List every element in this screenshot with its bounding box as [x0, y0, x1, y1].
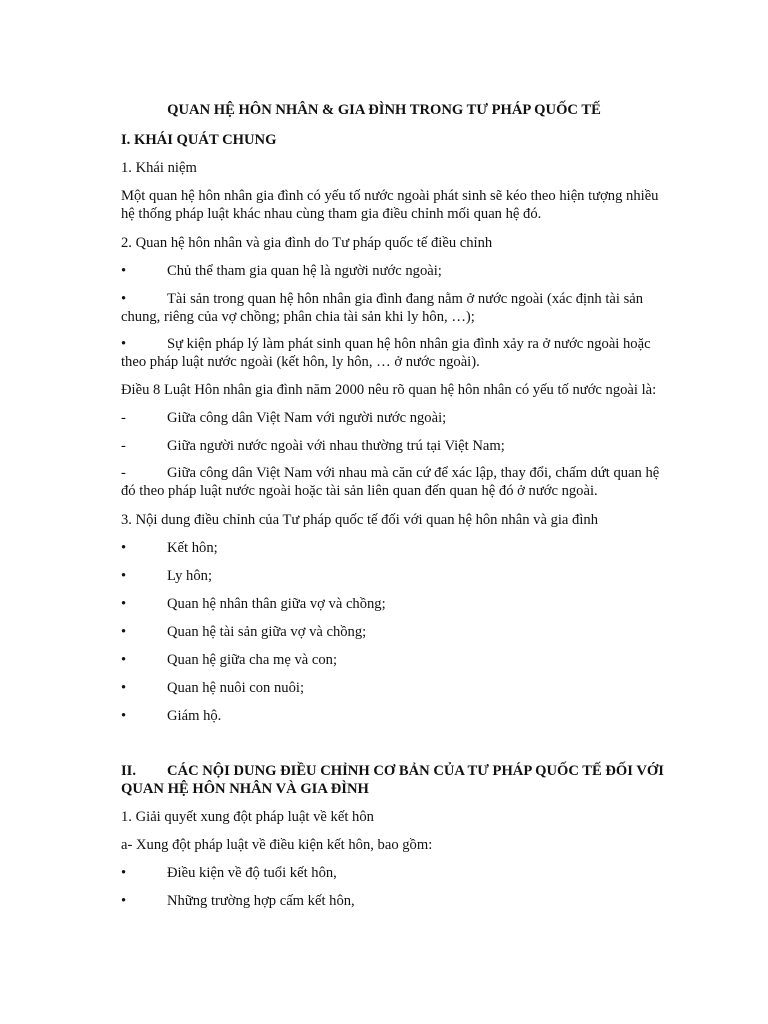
section-2-heading-line-2: QUAN HỆ HÔN NHÂN VÀ GIA ĐÌNH: [121, 781, 369, 797]
content-list-item: Kết hôn;: [167, 540, 218, 556]
s1-bullet-3-line-2: theo pháp luật nước ngoài (kết hôn, ly hôn, … ở nước ngoài).: [121, 354, 480, 370]
s1-dash-2: Giữa người nước ngoài với nhau thường trú tại Việt Nam;: [167, 438, 505, 454]
content-list-item: Quan hệ tài sản giữa vợ và chồng;: [167, 624, 367, 640]
s2-item-1: 1. Giải quyết xung đột pháp luật về kết hôn: [121, 809, 374, 825]
bullet-marker: •: [121, 652, 127, 668]
section-2-number: II.: [121, 763, 137, 779]
s1-item-2: 2. Quan hệ hôn nhân và gia đình do Tư pháp quốc tế điều chỉnh: [121, 235, 493, 251]
s1-para-1-line-2: hệ thống pháp luật khác nhau cùng tham gia điều chỉnh mối quan hệ đó.: [121, 206, 542, 222]
bullet-marker: •: [121, 568, 127, 584]
s1-bullet-3-line-1: Sự kiện pháp lý làm phát sinh quan hệ hôn nhân gia đình xảy ra ở nước ngoài hoặc: [167, 336, 651, 352]
content-list-item: Quan hệ nhân thân giữa vợ và chồng;: [167, 596, 386, 612]
dash-marker: -: [121, 410, 126, 426]
s2-bullet-1: Điều kiện về độ tuổi kết hôn,: [167, 865, 337, 881]
s1-dash-1: Giữa công dân Việt Nam với người nước ngoài;: [167, 410, 447, 426]
content-list-item: Giám hộ.: [167, 708, 222, 724]
s1-dash-3-line-2: đó theo pháp luật nước ngoài hoặc tài sản liên quan đến quan hệ đó ở nước ngoài.: [121, 483, 598, 499]
section-2-heading-line-1: CÁC NỘI DUNG ĐIỀU CHỈNH CƠ BẢN CỦA TƯ PHÁP QUỐC TẾ ĐỐI VỚI: [167, 763, 664, 779]
dash-marker: -: [121, 465, 126, 481]
bullet-marker: •: [121, 708, 127, 724]
s1-dash-3-line-1: Giữa công dân Việt Nam với nhau mà căn cứ để xác lập, thay đổi, chấm dứt quan hệ: [167, 465, 660, 481]
content-list-item: Quan hệ nuôi con nuôi;: [167, 680, 304, 696]
bullet-marker: •: [121, 893, 127, 909]
bullet-marker: •: [121, 624, 127, 640]
s1-bullet-2-line-1: Tài sản trong quan hệ hôn nhân gia đình đang nằm ở nước ngoài (xác định tài sản: [167, 291, 644, 307]
s2-bullet-2: Những trường hợp cấm kết hôn,: [167, 893, 355, 909]
bullet-marker: •: [121, 336, 127, 352]
s1-bullet-2-line-2: chung, riêng của vợ chồng; phân chia tài sản khi ly hôn, …);: [121, 309, 475, 325]
section-1-heading: I. KHÁI QUÁT CHUNG: [121, 132, 277, 148]
s1-article-8: Điều 8 Luật Hôn nhân gia đình năm 2000 nêu rõ quan hệ hôn nhân có yếu tố nước ngoài là:: [121, 382, 657, 398]
s1-bullet-1: Chủ thể tham gia quan hệ là người nước ngoài;: [167, 263, 442, 279]
bullet-marker: •: [121, 291, 127, 307]
dash-marker: -: [121, 438, 126, 454]
bullet-marker: •: [121, 596, 127, 612]
s1-item-1: 1. Khái niệm: [121, 160, 197, 176]
s1-item-3: 3. Nội dung điều chỉnh của Tư pháp quốc tế đối với quan hệ hôn nhân và gia đình: [121, 512, 598, 528]
s2-item-1a: a- Xung đột pháp luật về điều kiện kết hôn, bao gồm:: [121, 837, 433, 853]
content-list-item: Ly hôn;: [167, 568, 212, 584]
content-list-item: Quan hệ giữa cha mẹ và con;: [167, 652, 337, 668]
bullet-marker: •: [121, 680, 127, 696]
bullet-marker: •: [121, 865, 127, 881]
s1-para-1-line-1: Một quan hệ hôn nhân gia đình có yếu tố nước ngoài phát sinh sẽ kéo theo hiện tượng nhiều: [121, 188, 659, 204]
bullet-marker: •: [121, 540, 127, 556]
bullet-marker: •: [121, 263, 127, 279]
document-title: QUAN HỆ HÔN NHÂN & GIA ĐÌNH TRONG TƯ PHÁP QUỐC TẾ: [167, 102, 601, 118]
